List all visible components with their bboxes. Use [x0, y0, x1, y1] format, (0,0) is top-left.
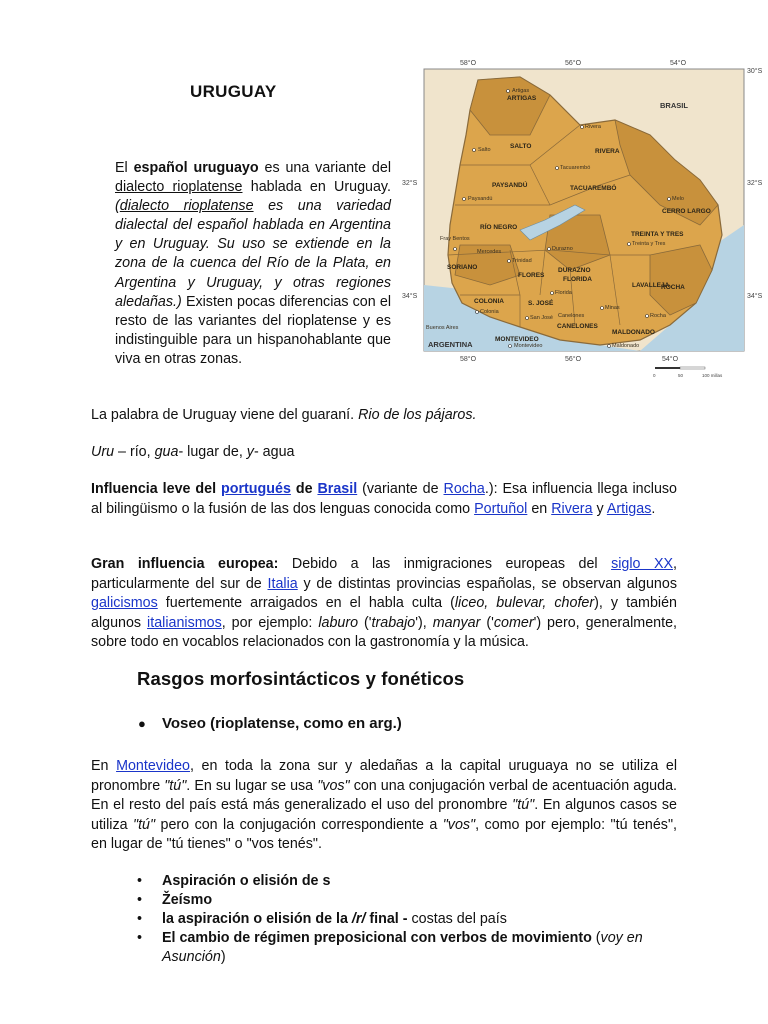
- dept-label-tacuarembo: TACUAREMBÓ: [570, 185, 617, 192]
- euro-text: , por ejemplo:: [221, 614, 319, 631]
- euro-text: fuertemente arraigados en el habla culta (: [157, 595, 455, 611]
- city-salto: Salto: [478, 147, 491, 153]
- list-item-text: ): [220, 949, 226, 965]
- city-treinta-y-tres: Treinta y Tres: [632, 241, 666, 247]
- scale-0: 0: [653, 373, 656, 378]
- city-trinidad: Trinidad: [512, 258, 532, 264]
- intro-text-italic: es una variedad dialectal del español hablada en Argentina y en Uruguay. Su uso se extiende en la zona de la cuenca del Río de la Plata, en Argentina y Uruguay, y otras regiones aledañas.): [115, 198, 391, 310]
- dept-label-durazno: DURAZNO: [558, 267, 591, 274]
- dept-label-cerro-largo: CERRO LARGO: [662, 208, 711, 215]
- part-text: – río,: [114, 444, 155, 460]
- city-durazno: Durazno: [552, 246, 573, 252]
- dept-label-montevideo: MONTEVIDEO: [495, 336, 539, 343]
- link-siglo-xx[interactable]: siglo XX: [611, 556, 674, 572]
- dept-label-paysandu: PAYSANDÚ: [492, 182, 528, 189]
- euro-heading: Gran influencia europea:: [91, 556, 279, 572]
- word-parts-paragraph: [91, 443, 676, 463]
- part-y: y: [246, 444, 254, 460]
- dept-label-florida: FLORIDA: [563, 276, 592, 283]
- intro-term: español uruguayo: [133, 160, 259, 176]
- euro-comer: comer: [493, 614, 534, 631]
- bullet-icon: •: [137, 930, 143, 946]
- link-portugues[interactable]: portugués: [221, 481, 291, 497]
- lon-bottom-1: 58°O: [460, 356, 477, 363]
- city-melo: Melo: [672, 196, 684, 202]
- euro-text: (': [480, 614, 494, 631]
- country-brasil: BRASIL: [660, 101, 688, 110]
- voseo-text: pero con la conjugación correspondiente a: [155, 816, 443, 833]
- city-artigas: Artigas: [512, 88, 530, 94]
- section-heading: Rasgos morfosintácticos y fonéticos: [137, 668, 465, 689]
- voseo-italic: "vos": [442, 816, 476, 833]
- city-fray-bentos: Fray Bentos: [440, 236, 470, 242]
- list-item-text: costas del país: [411, 911, 507, 927]
- euro-examples: liceo, bulevar, chofer: [454, 595, 595, 611]
- etym-text: La palabra de Uruguay viene del guaraní.: [91, 407, 359, 423]
- dept-label-flores: FLORES: [518, 272, 545, 279]
- link-rocha[interactable]: Rocha: [443, 481, 485, 497]
- city-mercedes: Mercedes: [477, 249, 502, 255]
- link-montevideo[interactable]: Montevideo: [116, 758, 190, 774]
- port-text: y: [592, 500, 607, 517]
- city-florida: Florida: [555, 290, 572, 296]
- list-item-r: /r/: [351, 911, 366, 927]
- list-item-text: final -: [365, 911, 412, 927]
- scale-100: 100 millas: [702, 373, 723, 378]
- list-item: [135, 891, 695, 910]
- city-tacuarembo: Tacuarembó: [560, 165, 591, 171]
- euro-text: ), y también algunos: [91, 595, 677, 631]
- dept-label-rivera: RIVERA: [595, 148, 620, 155]
- dept-label-soriano: SORIANO: [447, 264, 478, 271]
- dept-label-canelones: CANELONES: [557, 323, 598, 330]
- link-italia[interactable]: Italia: [267, 575, 298, 592]
- page-title: URUGUAY: [190, 82, 277, 101]
- city-canelones: Canelones: [558, 313, 585, 319]
- voseo-italic: "vos": [317, 777, 350, 794]
- intro-text: El: [115, 160, 134, 176]
- dept-label-treinta-y-tres: TREINTA Y TRES: [631, 231, 684, 238]
- link-italianismos[interactable]: italianismos: [147, 614, 222, 631]
- lat-right-3: 34°S: [747, 293, 763, 300]
- link-galicismos[interactable]: galicismos: [91, 595, 158, 611]
- country-argentina: ARGENTINA: [428, 340, 473, 349]
- voseo-text: . En su lugar se usa: [186, 777, 318, 794]
- list-item-text: (: [591, 930, 601, 946]
- etym-italic: Rio de los pájaros.: [358, 407, 477, 423]
- intro-link-dialecto-2[interactable]: dialecto rioplatense: [119, 198, 254, 215]
- bullet-icon: ●: [138, 716, 146, 731]
- lon-top-3: 54°O: [670, 60, 687, 67]
- dept-label-salto: SALTO: [510, 143, 532, 150]
- voseo-text: con una conjugación verbal de acentuación aguda. En el resto del país está más generalizado el uso del pronombre: [91, 777, 677, 813]
- lat-left-2: 34°S: [402, 293, 418, 300]
- etymology-paragraph: [91, 406, 676, 426]
- bullet-icon: •: [137, 911, 143, 927]
- scale-bar: [653, 367, 723, 378]
- city-rivera: Rivera: [585, 124, 601, 130]
- uruguay-map: [400, 55, 768, 380]
- voseo-paragraph: [91, 757, 677, 855]
- city-maldonado: Maldonado: [612, 343, 640, 349]
- list-item-text: Žeísmo: [162, 892, 213, 908]
- intro-text: Existen pocas diferencias con el resto de las variantes del rioplatense y es indistinguible para un hispanohablante que viva en otras zonas.: [115, 293, 391, 367]
- euro-manyar: manyar: [432, 614, 481, 631]
- intro-text: es una variante del: [258, 160, 391, 176]
- intro-paragraph: [115, 159, 391, 369]
- part-gua: gua: [154, 444, 179, 460]
- intro-text: (: [115, 198, 120, 215]
- bullet-icon: •: [137, 892, 143, 908]
- euro-text: Debido a las inmigraciones europeas del: [278, 556, 612, 572]
- list-item-text: la aspiración o elisión de la: [162, 911, 352, 927]
- scale-50: 50: [678, 373, 684, 378]
- voseo-text: En: [91, 758, 117, 774]
- port-heading-de: de: [290, 481, 318, 497]
- port-text: .: [651, 500, 656, 517]
- lat-right-2: 32°S: [747, 180, 763, 187]
- bullet-icon: •: [137, 873, 143, 889]
- city-rocha: Rocha: [650, 313, 666, 319]
- link-rivera[interactable]: Rivera: [551, 500, 593, 517]
- dept-label-maldonado: MALDONADO: [612, 329, 655, 336]
- port-text: .): Esa influencia llega incluso al bilingüismo o la fusión de las dos lenguas conocida como: [91, 481, 677, 517]
- voseo-text: . En algunos casos se utiliza: [91, 797, 677, 833]
- dept-label-rocha: ROCHA: [661, 284, 685, 291]
- lon-top-2: 56°O: [565, 60, 582, 67]
- dept-label-rio-negro: RÍO NEGRO: [480, 224, 518, 231]
- link-artigas[interactable]: Artigas: [606, 500, 652, 517]
- lon-bottom-3: 54°O: [662, 356, 679, 363]
- list-item: [135, 872, 695, 891]
- voseo-italic: "tú": [512, 797, 535, 813]
- port-heading: Influencia leve del: [91, 481, 221, 497]
- city-san-jose: San José: [530, 315, 553, 321]
- part-text: - lugar de,: [178, 444, 247, 460]
- dept-label-san-jose: S. JOSÉ: [528, 300, 554, 307]
- voseo-bullet-item: [138, 715, 402, 732]
- voseo-text: , como por ejemplo: "tú tenés", en lugar de "tú tienes" o "vos tenés".: [91, 816, 677, 852]
- portuguese-influence-paragraph: [91, 480, 677, 519]
- dept-label-lavalleja: LAVALLEJA: [632, 282, 670, 289]
- voseo-label: Voseo (rioplatense, como en arg.): [162, 715, 402, 732]
- dept-label-artigas: ARTIGAS: [507, 95, 537, 102]
- lon-bottom-2: 56°O: [565, 356, 582, 363]
- euro-trabajo: trabajo: [371, 614, 416, 631]
- intro-text: hablada en Uruguay.: [242, 179, 391, 196]
- list-item: [135, 929, 695, 967]
- link-brasil[interactable]: Brasil: [317, 481, 358, 497]
- city-paysandu: Paysandú: [468, 196, 493, 202]
- part-text: - agua: [253, 444, 295, 460]
- list-item-text: Aspiración o elisión de s: [162, 873, 331, 889]
- lat-right-1: 30°S: [747, 68, 763, 75]
- european-influence-paragraph: [91, 555, 677, 653]
- euro-laburo: laburo: [318, 614, 359, 631]
- euro-text: y de distintas provincias españolas, se observan algunos: [297, 575, 677, 592]
- list-item-text: El cambio de régimen preposicional con verbos de movimiento: [162, 930, 592, 946]
- link-portunol[interactable]: Portuñol: [474, 500, 528, 517]
- dept-label-colonia: COLONIA: [474, 298, 504, 305]
- euro-text: '),: [415, 614, 433, 631]
- intro-link-dialecto[interactable]: dialecto rioplatense: [115, 179, 243, 196]
- city-montevideo: Montevideo: [514, 343, 543, 349]
- city-buenos-aires: Buenos Aires: [426, 325, 459, 331]
- voseo-text: , en toda la zona sur y aledañas a la capital uruguaya no se utiliza el pronombre: [91, 758, 677, 794]
- voseo-italic: "tú": [133, 816, 156, 833]
- port-text: (variante de: [357, 481, 444, 497]
- city-colonia: Colonia: [480, 309, 499, 315]
- euro-text: (': [358, 614, 372, 631]
- part-uru: Uru: [91, 444, 115, 460]
- port-text: en: [527, 500, 552, 517]
- list-item-example: voy en Asunción: [162, 930, 643, 965]
- city-minas: Minas: [605, 305, 620, 311]
- euro-text: ') pero, generalmente, sobre todo en vocablos relacionados con la gastronomía y la música.: [91, 614, 678, 650]
- lon-top-1: 58°O: [460, 60, 477, 67]
- list-item: [135, 910, 695, 929]
- euro-text: , particularmente del sur de: [91, 556, 677, 592]
- voseo-italic: "tú": [164, 777, 187, 794]
- lat-left-1: 32°S: [402, 180, 418, 187]
- features-list: [135, 872, 695, 967]
